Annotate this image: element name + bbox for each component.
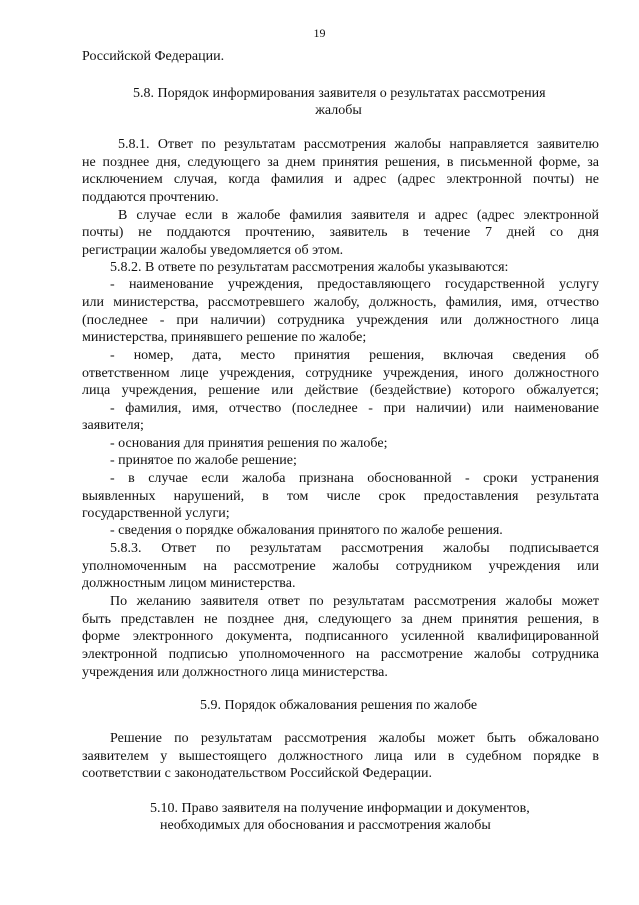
text-line: поддаются прочтению. [82, 190, 219, 205]
text-line: электронной подписью уполномоченного на рассмотрение жалобы сотрудника [82, 647, 599, 662]
text-line: - основания для принятия решения по жалобе; [110, 436, 388, 451]
text-line: - сведения о порядке обжалования принятого по жалобе решения. [110, 523, 503, 538]
text-line: лица учреждения, решение или действие (бездействие) которого обжалуется; [82, 383, 599, 398]
text-line: - в случае если жалоба признана обоснованной - сроки устранения [110, 471, 599, 486]
text-line: 5.8.1. Ответ по результатам рассмотрения жалобы направляется заявителю [118, 137, 599, 152]
text-line: По желанию заявителя ответ по результатам рассмотрения жалобы может [110, 594, 599, 609]
text-line: - наименование учреждения, предоставляющего государственной услугу [110, 277, 599, 292]
text-line: жалобы [315, 103, 362, 118]
text-line: - фамилия, имя, отчество (последнее - при наличии) или наименование [110, 401, 599, 416]
text-line: соответствии с законодательством Российской Федерации. [82, 766, 432, 781]
text-line: уполномоченным на рассмотрение жалобы сотрудником учреждения или [82, 559, 599, 574]
text-line: быть представлен не позднее дня, следующего за днем принятия решения, в [82, 612, 599, 627]
text-line: 5.10. Право заявителя на получение информации и документов, [150, 801, 530, 816]
text-line: не позднее дня, следующего за днем принятия решения, в письменной форме, за [82, 155, 599, 170]
text-line: 5.9. Порядок обжалования решения по жалобе [199, 698, 478, 713]
text-line: 5.8.3. Ответ по результатам рассмотрения жалобы подписывается [110, 541, 599, 556]
text-line: заявителя; [82, 418, 144, 433]
page-number: 19 [313, 26, 326, 40]
text-line: государственной услуги; [82, 506, 230, 521]
text-line: регистрации жалобы уведомляется об этом. [82, 243, 344, 258]
text-line: выявленных нарушений, в том числе срок предоставления результата [82, 489, 599, 504]
text-line: почты) не поддаются прочтению, заявитель в течение 7 дней со дня [82, 225, 599, 240]
text-line: ответственном лице учреждения, сотруднике учреждения, иного должностного [82, 366, 599, 381]
text-line: - номер, дата, место принятия решения, включая сведения об [110, 348, 599, 363]
text-line: должностным лицом министерства. [82, 576, 296, 591]
text-line: Решение по результатам рассмотрения жалобы может быть обжаловано [110, 731, 599, 746]
text-line: В случае если в жалобе фамилия заявителя и адрес (адрес электронной [118, 208, 599, 223]
text-line: 5.8. Порядок информирования заявителя о результатах рассмотрения [133, 86, 546, 101]
text-line: заявителем у вышестоящего должностного лица или в судебном порядке в [82, 749, 599, 764]
text-line: Российской Федерации. [82, 49, 225, 64]
text-line: - принятое по жалобе решение; [110, 453, 297, 468]
text-line: (последнее - при наличии) сотрудника учреждения или должностного лица [82, 313, 599, 328]
text-line: учреждения или должностного лица министерства. [82, 665, 388, 680]
text-line: необходимых для обоснования и рассмотрения жалобы [160, 818, 491, 833]
text-line: министерства, принявшего решение по жалобе; [82, 330, 367, 345]
text-line: или министерства, рассмотревшего жалобу, должность, фамилия, имя, отчество [82, 295, 599, 310]
text-line: исключением случая, когда фамилия и адрес (адрес электронной почты) не [82, 172, 599, 187]
text-line: 5.8.2. В ответе по результатам рассмотрения жалобы указываются: [110, 260, 509, 275]
text-line: форме электронного документа, подписанного усиленной квалифицированной [82, 629, 599, 644]
